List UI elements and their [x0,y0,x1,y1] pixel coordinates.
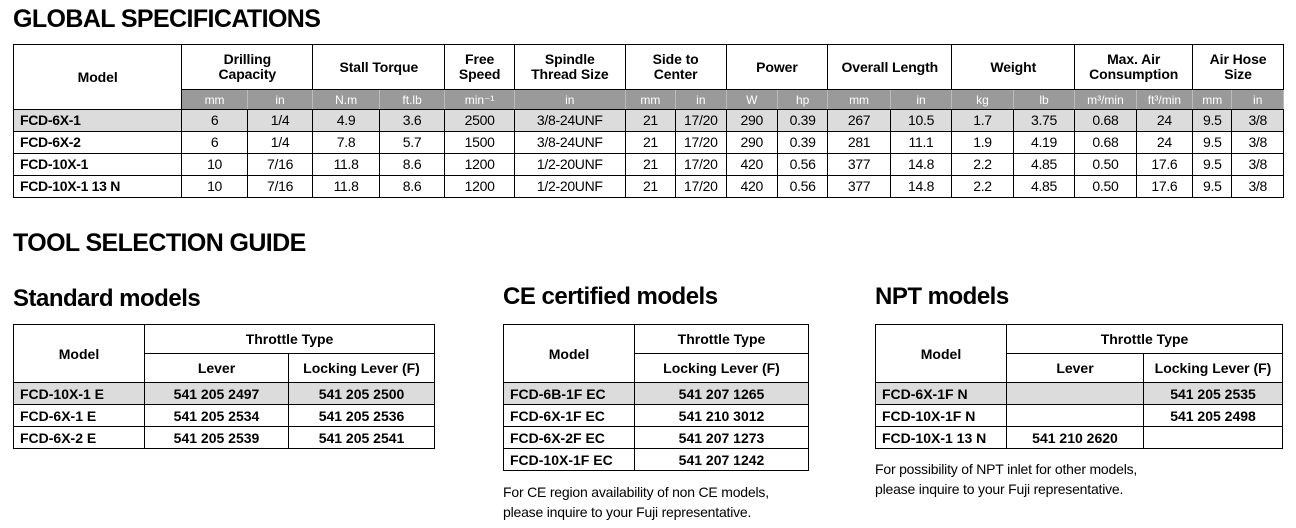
spec-units-row [14,90,1284,110]
value-cell: 17.6 [1136,154,1192,176]
value-cell: 10.5 [890,110,951,132]
value-cell: 17/20 [676,110,726,132]
table-row [14,405,435,427]
value-cell: 10 [182,154,248,176]
unit-cell: in [1232,90,1284,110]
model-cell: FCD-10X-1 13 N [14,176,182,198]
value-cell: 21 [625,110,675,132]
value-cell: 7/16 [247,154,313,176]
value-cell: 10 [182,176,248,198]
guide-header-row [876,325,1283,354]
value-cell: 541 205 2541 [289,427,435,449]
table-row [504,449,809,471]
value-cell: 1500 [445,132,515,154]
value-cell: 1200 [445,154,515,176]
value-cell: 5.7 [379,132,445,154]
value-cell: 541 205 2536 [289,405,435,427]
value-cell: 267 [828,110,890,132]
header-spindle-thread-size: Spindle Thread Size [514,45,625,90]
value-cell: 3.75 [1013,110,1074,132]
value-cell: 0.68 [1075,132,1136,154]
value-cell: 0.50 [1075,176,1136,198]
table-row [876,427,1283,449]
value-cell: 9.5 [1193,176,1232,198]
npt-note [875,459,1137,499]
model-cell: FCD-6X-1F N [876,383,1007,405]
header-lever: Lever [1007,354,1144,383]
value-cell: 9.5 [1193,132,1232,154]
table-row [504,427,809,449]
value-cell: 3/8-24UNF [514,132,625,154]
unit-cell: N.m [313,90,380,110]
value-cell: 420 [726,176,777,198]
unit-cell: kg [952,90,1013,110]
value-cell: 541 205 2497 [145,383,289,405]
value-cell: 9.5 [1193,110,1232,132]
value-cell [1007,405,1144,427]
value-cell: 11.1 [890,132,951,154]
value-cell: 541 207 1265 [635,383,809,405]
model-cell: FCD-10X-1 13 N [876,427,1007,449]
value-cell: 8.6 [379,176,445,198]
value-cell: 1/4 [247,132,313,154]
value-cell: 1/2-20UNF [514,176,625,198]
header-power: Power [726,45,828,90]
value-cell: 17.6 [1136,176,1192,198]
value-cell: 17/20 [676,132,726,154]
value-cell: 17/20 [676,154,726,176]
value-cell: 377 [828,154,890,176]
ce-note-line: please inquire to your Fuji representative. [503,504,752,520]
standard-models-title: Standard models [13,285,201,312]
table-row [876,383,1283,405]
value-cell: 24 [1136,132,1192,154]
model-cell: FCD-6X-2 E [14,427,145,449]
npt-models-title: NPT models [875,283,1009,310]
value-cell: 3/8 [1232,154,1284,176]
global-specifications-table [13,44,1284,198]
value-cell: 1.7 [952,110,1013,132]
value-cell: 2.2 [952,154,1013,176]
header-weight: Weight [952,45,1075,90]
value-cell: 290 [726,132,777,154]
model-cell: FCD-6X-1F EC [504,405,635,427]
value-cell: 4.19 [1013,132,1074,154]
value-cell: 541 207 1242 [635,449,809,471]
value-cell: 420 [726,154,777,176]
value-cell: 8.6 [379,154,445,176]
value-cell: 2500 [445,110,515,132]
header-free-speed: Free Speed [445,45,515,90]
value-cell [1144,427,1283,449]
model-cell: FCD-6B-1F EC [504,383,635,405]
value-cell: 3.6 [379,110,445,132]
value-cell: 0.39 [777,132,827,154]
value-cell: 14.8 [890,176,951,198]
value-cell: 4.9 [313,110,380,132]
value-cell: 14.8 [890,154,951,176]
value-cell: 21 [625,176,675,198]
value-cell: 541 205 2498 [1144,405,1283,427]
table-row [504,383,809,405]
unit-cell: mm [1193,90,1232,110]
value-cell: 21 [625,154,675,176]
value-cell: 1/2-20UNF [514,154,625,176]
model-cell: FCD-10X-1F N [876,405,1007,427]
header-locking-lever: Locking Lever (F) [289,354,435,383]
table-row [14,427,435,449]
value-cell: 3/8 [1232,176,1284,198]
header-overall-length: Overall Length [828,45,952,90]
model-cell: FCD-6X-1 E [14,405,145,427]
table-row [14,383,435,405]
value-cell: 3/8 [1232,110,1284,132]
ce-models-title: CE certified models [503,283,718,310]
value-cell: 0.68 [1075,110,1136,132]
table-row [14,110,1284,132]
value-cell: 290 [726,110,777,132]
header-model: Model [504,325,635,383]
value-cell: 24 [1136,110,1192,132]
unit-cell: W [726,90,777,110]
global-specifications-title: GLOBAL SPECIFICATIONS [13,5,321,33]
header-max-air-consumption: Max. Air Consumption [1075,45,1193,90]
value-cell: 0.56 [777,154,827,176]
value-cell: 541 210 2620 [1007,427,1144,449]
header-locking-lever: Locking Lever (F) [1144,354,1283,383]
header-model: Model [14,45,182,110]
value-cell: 3/8-24UNF [514,110,625,132]
table-row [14,154,1284,176]
spec-header-row [14,45,1284,90]
value-cell: 541 205 2535 [1144,383,1283,405]
ce-note-line: For CE region availability of non CE models, [503,484,769,500]
value-cell: 7/16 [247,176,313,198]
header-lever: Lever [145,354,289,383]
value-cell: 541 207 1273 [635,427,809,449]
unit-cell: mm [625,90,675,110]
ce-models-table [503,324,809,471]
value-cell: 21 [625,132,675,154]
model-cell: FCD-6X-2 [14,132,182,154]
unit-cell: in [514,90,625,110]
npt-models-table [875,324,1283,449]
value-cell: 11.8 [313,154,380,176]
model-cell: FCD-10X-1 E [14,383,145,405]
value-cell: 0.39 [777,110,827,132]
value-cell: 541 205 2534 [145,405,289,427]
unit-cell: lb [1013,90,1074,110]
value-cell: 541 210 3012 [635,405,809,427]
value-cell: 4.85 [1013,176,1074,198]
header-model: Model [876,325,1007,383]
unit-cell: ft³/min [1136,90,1192,110]
value-cell: 6 [182,132,248,154]
guide-header-row [504,325,809,354]
value-cell: 0.50 [1075,154,1136,176]
table-row [14,132,1284,154]
value-cell: 0.56 [777,176,827,198]
table-row [504,405,809,427]
npt-note-line: For possibility of NPT inlet for other models, [875,461,1138,477]
value-cell: 281 [828,132,890,154]
ce-note [503,482,769,522]
header-throttle-type: Throttle Type [1007,325,1283,354]
value-cell: 7.8 [313,132,380,154]
unit-cell: mm [828,90,890,110]
value-cell [1007,383,1144,405]
table-row [14,176,1284,198]
tool-selection-guide-title: TOOL SELECTION GUIDE [13,229,306,257]
value-cell: 4.85 [1013,154,1074,176]
unit-cell: in [247,90,313,110]
value-cell: 541 205 2539 [145,427,289,449]
value-cell: 9.5 [1193,154,1232,176]
value-cell: 3/8 [1232,132,1284,154]
model-cell: FCD-10X-1 [14,154,182,176]
header-air-hose-size: Air Hose Size [1193,45,1284,90]
value-cell: 2.2 [952,176,1013,198]
unit-cell: min⁻¹ [445,90,515,110]
header-side-to-center: Side to Center [625,45,726,90]
unit-cell: ft.lb [379,90,445,110]
value-cell: 541 205 2500 [289,383,435,405]
header-drilling-capacity: Drilling Capacity [182,45,313,90]
standard-models-table [13,324,435,449]
unit-cell: in [890,90,951,110]
header-throttle-type: Throttle Type [145,325,435,354]
value-cell: 377 [828,176,890,198]
table-row [876,405,1283,427]
guide-header-row [14,325,435,354]
unit-cell: in [676,90,726,110]
unit-cell: m³/min [1075,90,1136,110]
header-throttle-type: Throttle Type [635,325,809,354]
npt-note-line: please inquire to your Fuji representative. [875,481,1124,497]
unit-cell: mm [182,90,248,110]
model-cell: FCD-10X-1F EC [504,449,635,471]
unit-cell: hp [777,90,827,110]
header-stall-torque: Stall Torque [313,45,445,90]
model-cell: FCD-6X-1 [14,110,182,132]
value-cell: 1/4 [247,110,313,132]
model-cell: FCD-6X-2F EC [504,427,635,449]
value-cell: 6 [182,110,248,132]
value-cell: 1.9 [952,132,1013,154]
value-cell: 1200 [445,176,515,198]
header-locking-lever: Locking Lever (F) [635,354,809,383]
value-cell: 11.8 [313,176,380,198]
value-cell: 17/20 [676,176,726,198]
header-model: Model [14,325,145,383]
